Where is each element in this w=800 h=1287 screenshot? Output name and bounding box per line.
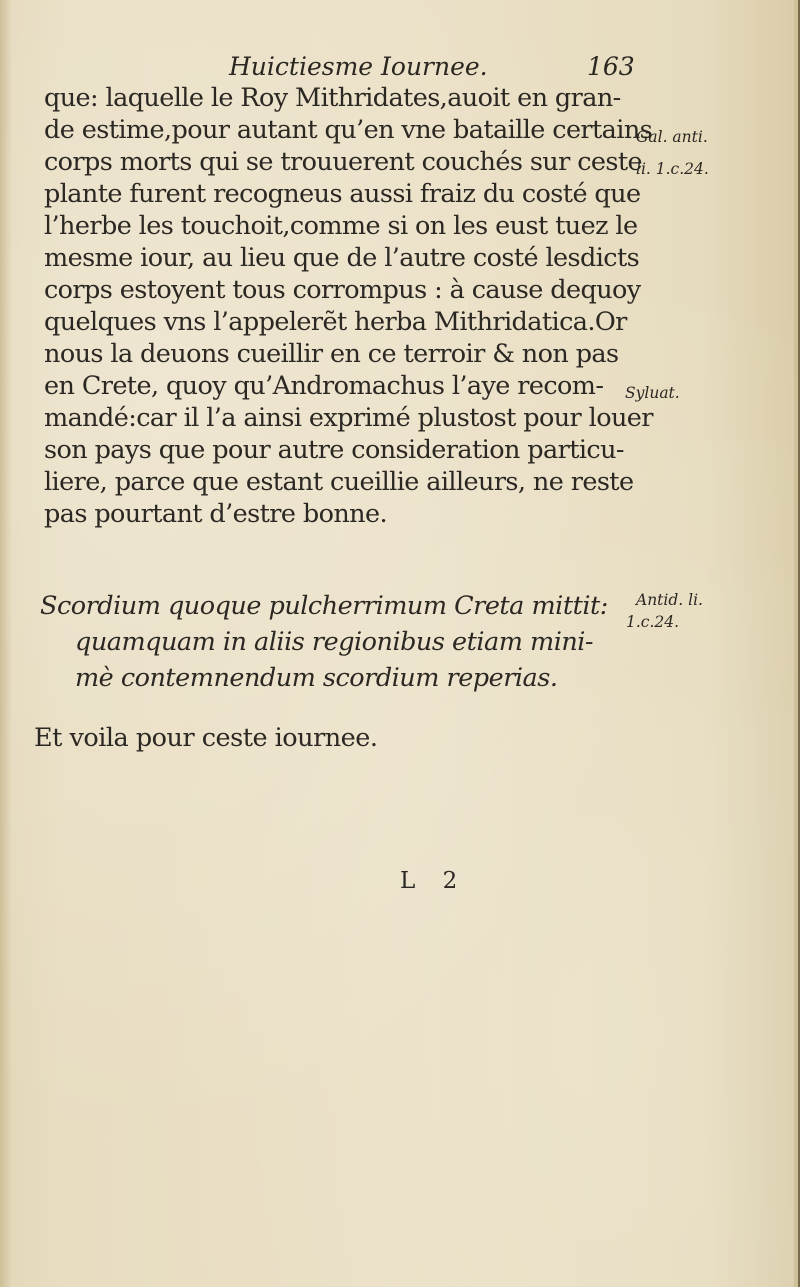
body-line: en Crete, quoy qu’Andromachus l’aye recom- <box>44 371 604 401</box>
body-line: corps estoyent tous corrompus : à cause dequoy <box>44 275 641 305</box>
body-line: de estime,pour autant qu’en vne bataille certains <box>44 115 653 145</box>
body-line: pas pourtant d’estre bonne. <box>44 499 387 529</box>
margin-note: Syluat. <box>625 384 680 402</box>
signature-mark: L 2 <box>400 868 468 894</box>
body-line: liere, parce que estant cueillie ailleurs, ne reste <box>44 467 634 497</box>
margin-note: 1.c.24. <box>626 613 680 631</box>
body-line: l’herbe les touchoit,comme si on les eust tuez le <box>44 211 638 241</box>
page-number: 163 <box>587 52 635 81</box>
body-line: plante furent recogneus aussi fraiz du costé que <box>44 179 641 209</box>
body-line: corps morts qui se trouuerent couchés sur ceste <box>44 147 643 177</box>
running-header: Huictiesme Iournee. <box>229 52 488 81</box>
latin-quote-line: mè contemnendum scordium reperias. <box>75 663 558 693</box>
margin-note: Gal. anti. <box>636 128 708 146</box>
page-edge-shadow <box>0 0 12 1287</box>
latin-quote-line: Scordium quoque pulcherrimum Creta mittit: <box>40 591 608 621</box>
latin-quote-line: quamquam in aliis regionibus etiam mini- <box>75 627 594 657</box>
closing-line: Et voila pour ceste iournee. <box>34 723 378 753</box>
margin-note: Antid. li. <box>636 591 703 609</box>
body-line: quelques vns l’appelerẽt herba Mithridatica.Or <box>44 307 627 337</box>
body-line: mesme iour, au lieu que de l’autre costé lesdicts <box>44 243 640 273</box>
body-line: son pays que pour autre consideration particu- <box>44 435 624 465</box>
body-line: que: laquelle le Roy Mithridates,auoit en gran- <box>44 83 621 113</box>
margin-note: li. 1.c.24. <box>636 160 709 178</box>
body-line: mandé:car il l’a ainsi exprimé plustost pour louer <box>44 403 653 433</box>
body-line: nous la deuons cueillir en ce terroir & non pas <box>44 339 619 369</box>
